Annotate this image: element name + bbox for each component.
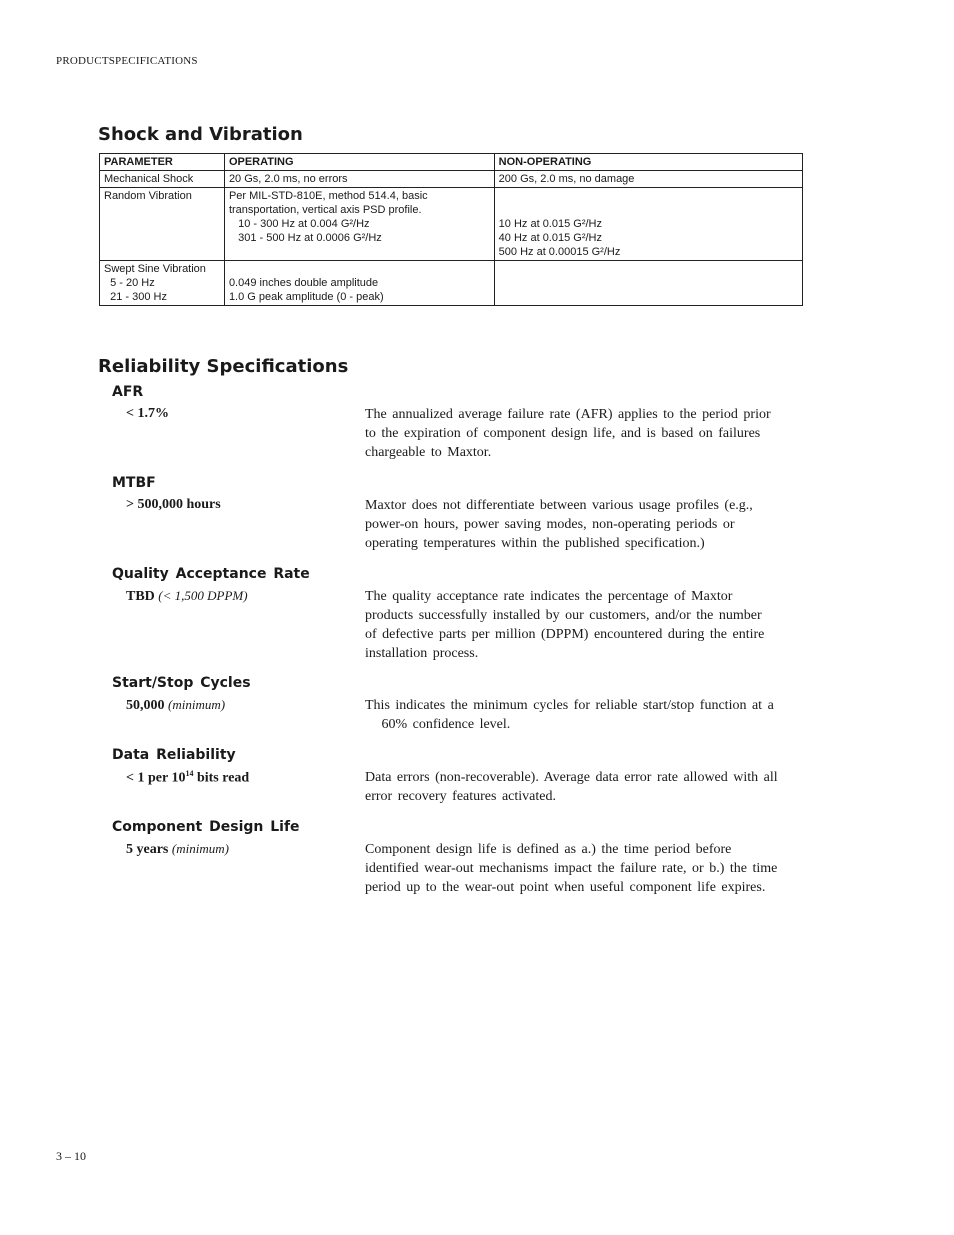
desc-line: The quality acceptance rate indicates the percentage of Maxtor bbox=[365, 589, 733, 604]
operating-cell bbox=[224, 188, 494, 261]
qar-value-text: TBD bbox=[126, 589, 155, 604]
desc-line: Data errors (non-recoverable). Average data error rate allowed with all bbox=[365, 770, 778, 785]
table-row bbox=[100, 171, 803, 188]
desc-line: identified wear-out mechanisms impact the failure rate, or b.) the time bbox=[365, 861, 778, 876]
running-head: PRODUCTSPECIFICATIONS bbox=[56, 55, 198, 67]
shock-vibration-table bbox=[99, 153, 803, 306]
cell-line: 10 Hz at 0.015 G²/Hz bbox=[498, 218, 602, 230]
dr-description bbox=[365, 768, 797, 806]
spacer bbox=[229, 262, 490, 276]
desc-line: error recovery features activated. bbox=[365, 789, 556, 804]
cell-line: 1.0 G peak amplitude (0 - peak) bbox=[228, 291, 384, 303]
table-header-row bbox=[100, 154, 803, 171]
qar-value bbox=[126, 588, 248, 605]
header-parameter: PARAMETER bbox=[100, 154, 225, 171]
desc-line: to the expiration of component design life, and is based on failures bbox=[365, 426, 761, 441]
spacer bbox=[499, 189, 798, 217]
section-title-reliability: Reliability Specifications bbox=[98, 356, 349, 377]
desc-line: products successfully installed by our customers, and/or the number bbox=[365, 608, 762, 623]
cell-line: transportation, vertical axis PSD profile. bbox=[228, 204, 422, 216]
ssc-heading: Start/Stop Cycles bbox=[112, 675, 251, 691]
cdl-heading: Component Design Life bbox=[112, 819, 300, 835]
desc-line: operating temperatures within the published specification.) bbox=[365, 536, 705, 551]
desc-line: period up to the wear-out point when useful component life expires. bbox=[365, 880, 766, 895]
cell-line: Swept Sine Vibration bbox=[104, 263, 206, 275]
afr-heading: AFR bbox=[112, 384, 144, 400]
qar-heading: Quality Acceptance Rate bbox=[112, 566, 310, 582]
dr-value-post: bits read bbox=[193, 770, 250, 786]
desc-line: of defective parts per million (DPPM) encountered during the entire bbox=[365, 627, 765, 642]
cell-line: Per MIL-STD-810E, method 514.4, basic bbox=[228, 190, 428, 202]
cell-line: 200 Gs, 2.0 ms, no damage bbox=[498, 173, 635, 185]
cell-line: 20 Gs, 2.0 ms, no errors bbox=[228, 173, 348, 185]
non-operating-cell bbox=[494, 261, 802, 306]
cdl-value bbox=[126, 841, 229, 858]
param-cell bbox=[100, 261, 225, 306]
operating-cell bbox=[224, 171, 494, 188]
cell-line: Random Vibration bbox=[104, 190, 192, 202]
mtbf-description bbox=[365, 496, 797, 553]
cdl-description bbox=[365, 840, 797, 897]
cell-line: Mechanical Shock bbox=[104, 173, 194, 185]
cdl-value-text: 5 years bbox=[126, 842, 169, 857]
page-number: 3 – 10 bbox=[56, 1149, 86, 1163]
ssc-note: (minimum) bbox=[168, 697, 226, 712]
mtbf-value: > 500,000 hours bbox=[126, 497, 221, 512]
desc-line: power-on hours, power saving modes, non-operating periods or bbox=[365, 517, 735, 532]
dr-value bbox=[126, 769, 249, 787]
desc-line: installation process. bbox=[365, 646, 479, 661]
desc-line: This indicates the minimum cycles for reliable start/stop function at a bbox=[365, 698, 774, 713]
cell-line: 0.049 inches double amplitude bbox=[228, 277, 379, 289]
operating-cell bbox=[224, 261, 494, 306]
cell-line: 40 Hz at 0.015 G²/Hz bbox=[498, 232, 602, 244]
afr-value: < 1.7% bbox=[126, 406, 169, 421]
dr-value-exponent: 14 bbox=[185, 769, 194, 778]
qar-note: (< 1,500 DPPM) bbox=[158, 588, 248, 603]
desc-line: chargeable to Maxtor. bbox=[365, 445, 492, 460]
desc-line: 60% confidence level. bbox=[365, 717, 511, 732]
desc-line: Component design life is defined as a.) the time period before bbox=[365, 842, 732, 857]
table-row bbox=[100, 188, 803, 261]
desc-line: The annualized average failure rate (AFR) applies to the period prior bbox=[365, 407, 771, 422]
param-cell bbox=[100, 171, 225, 188]
cdl-note: (minimum) bbox=[171, 841, 229, 856]
ssc-value-text: 50,000 bbox=[126, 698, 165, 713]
non-operating-cell bbox=[494, 171, 802, 188]
ssc-description bbox=[365, 696, 797, 734]
cell-line: 10 - 300 Hz at 0.004 G²/Hz bbox=[228, 218, 370, 230]
param-cell bbox=[100, 188, 225, 261]
section-title-shock: Shock and Vibration bbox=[98, 124, 303, 145]
ssc-value bbox=[126, 697, 225, 714]
header-non-operating: NON-OPERATING bbox=[494, 154, 802, 171]
dr-value-pre: < 1 per 10 bbox=[126, 770, 186, 786]
spacer bbox=[229, 245, 490, 259]
afr-description bbox=[365, 405, 797, 462]
cell-line: 21 - 300 Hz bbox=[104, 291, 167, 303]
mtbf-heading: MTBF bbox=[112, 475, 156, 491]
cell-line: 500 Hz at 0.00015 G²/Hz bbox=[498, 246, 621, 258]
non-operating-cell bbox=[494, 188, 802, 261]
cell-line: 5 - 20 Hz bbox=[104, 277, 155, 289]
qar-description bbox=[365, 587, 797, 663]
desc-line: Maxtor does not differentiate between various usage profiles (e.g., bbox=[365, 498, 753, 513]
cell-line: 301 - 500 Hz at 0.0006 G²/Hz bbox=[228, 232, 382, 244]
header-operating: OPERATING bbox=[224, 154, 494, 171]
dr-heading: Data Reliability bbox=[112, 747, 236, 763]
table-row bbox=[100, 261, 803, 306]
